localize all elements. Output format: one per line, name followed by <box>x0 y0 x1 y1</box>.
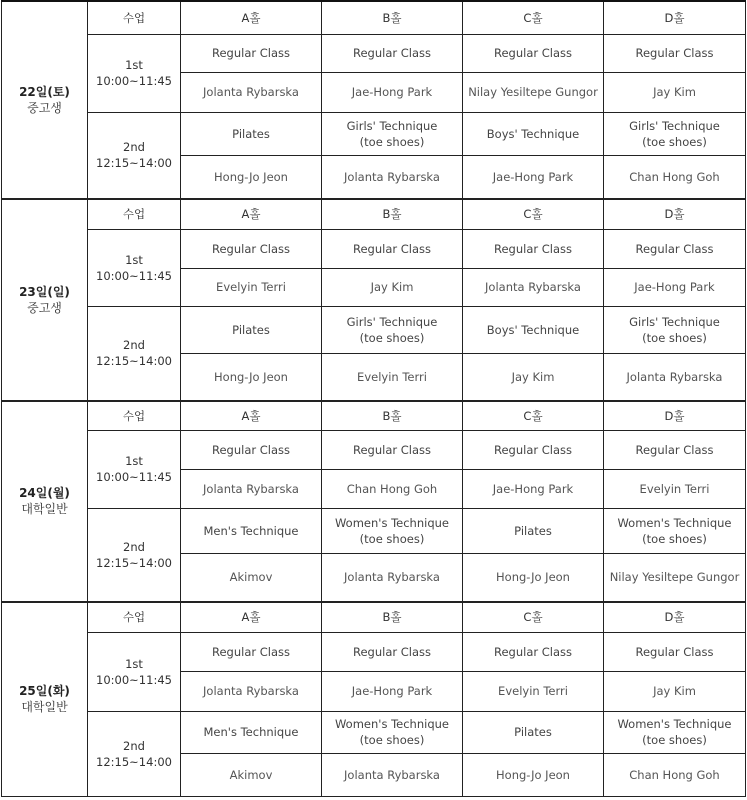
session2-class-row <box>2 508 746 553</box>
day-block-0 <box>0 0 747 199</box>
class-title: Regular Class <box>463 430 604 469</box>
header-row <box>2 199 746 229</box>
class-title: Regular Class <box>604 229 746 268</box>
instructor-name: Jolanta Rybarska <box>322 155 463 198</box>
class-column-header: 수업 <box>88 1 181 34</box>
session-time: 10:00~11:45 <box>96 470 172 484</box>
class-title: Regular Class <box>181 430 322 469</box>
session2-class-row <box>2 711 746 753</box>
class-title: Regular Class <box>181 632 322 671</box>
group-label: 대학일반 <box>21 502 68 516</box>
day-table <box>1 0 746 199</box>
hall-header: C홀 <box>463 199 604 229</box>
class-title: Regular Class <box>463 229 604 268</box>
class-title: Women's Technique (toe shoes) <box>604 508 746 553</box>
session1-class-row <box>2 34 746 72</box>
header-row <box>2 401 746 430</box>
instructor-name: Jae-Hong Park <box>463 155 604 198</box>
day-cell <box>2 199 88 400</box>
class-title: Regular Class <box>604 632 746 671</box>
class-title: Men's Technique <box>181 508 322 553</box>
hall-header: B홀 <box>322 1 463 34</box>
instructor-name: Jolanta Rybarska <box>181 72 322 112</box>
day-block-1 <box>0 199 747 401</box>
instructor-name: Jolanta Rybarska <box>322 753 463 796</box>
instructor-name: Chan Hong Goh <box>322 469 463 508</box>
session-cell <box>88 632 181 711</box>
session-label: 2nd <box>123 738 145 753</box>
hall-header: D홀 <box>604 1 746 34</box>
class-title: Regular Class <box>463 632 604 671</box>
hall-header: C홀 <box>463 602 604 632</box>
class-title: Pilates <box>463 711 604 753</box>
instructor-name: Jae-Hong Park <box>322 671 463 711</box>
hall-header: D홀 <box>604 602 746 632</box>
day-block-2 <box>0 401 747 602</box>
class-title: Girls' Technique (toe shoes) <box>604 306 746 353</box>
session-cell <box>88 430 181 508</box>
instructor-name: Evelyin Terri <box>604 469 746 508</box>
hall-header: D홀 <box>604 199 746 229</box>
instructor-name: Jay Kim <box>463 353 604 400</box>
class-title: Pilates <box>181 306 322 353</box>
instructor-name: Evelyin Terri <box>322 353 463 400</box>
day-label: 24일(월) <box>19 486 70 500</box>
class-title: Boys' Technique <box>463 306 604 353</box>
session-time: 10:00~11:45 <box>96 268 172 283</box>
session-label: 2nd <box>123 140 145 154</box>
class-title: Women's Technique (toe shoes) <box>322 711 463 753</box>
class-title: Girls' Technique (toe shoes) <box>604 112 746 155</box>
group-label: 중고생 <box>27 300 62 315</box>
session-time: 12:15~14:00 <box>96 754 172 769</box>
day-table <box>1 602 746 797</box>
day-cell <box>2 401 88 601</box>
session-label: 2nd <box>123 539 145 554</box>
instructor-name: Jay Kim <box>322 268 463 306</box>
hall-header: B홀 <box>322 401 463 430</box>
instructor-name: Jae-Hong Park <box>322 72 463 112</box>
hall-header: A홀 <box>181 602 322 632</box>
instructor-name: Jolanta Rybarska <box>604 353 746 400</box>
class-title: Pilates <box>181 112 322 155</box>
day-label: 25일(화) <box>19 684 70 698</box>
hall-header: B홀 <box>322 602 463 632</box>
instructor-name: Evelyin Terri <box>463 671 604 711</box>
hall-header: A홀 <box>181 401 322 430</box>
instructor-name: Jay Kim <box>604 671 746 711</box>
session-time: 10:00~11:45 <box>96 672 172 687</box>
session-cell <box>88 306 181 400</box>
session2-class-row <box>2 306 746 353</box>
instructor-name: Hong-Jo Jeon <box>463 553 604 601</box>
instructor-name: Evelyin Terri <box>181 268 322 306</box>
class-title: Boys' Technique <box>463 112 604 155</box>
session1-class-row <box>2 430 746 469</box>
instructor-name: Hong-Jo Jeon <box>181 353 322 400</box>
instructor-name: Jae-Hong Park <box>463 469 604 508</box>
session-label: 1st <box>125 656 143 671</box>
instructor-name: Jolanta Rybarska <box>463 268 604 306</box>
class-title: Regular Class <box>604 34 746 72</box>
instructor-name: Jolanta Rybarska <box>181 671 322 711</box>
day-table <box>1 199 746 401</box>
day-label: 22일(토) <box>19 84 70 99</box>
session-time: 12:15~14:00 <box>96 555 172 570</box>
instructor-name: Nilay Yesiltepe Gungor <box>604 553 746 601</box>
instructor-name: Akimov <box>181 753 322 796</box>
session-cell <box>88 508 181 601</box>
class-title: Regular Class <box>322 632 463 671</box>
class-title: Women's Technique (toe shoes) <box>604 711 746 753</box>
header-row <box>2 1 746 34</box>
instructor-name: Nilay Yesiltepe Gungor <box>463 72 604 112</box>
instructor-name: Hong-Jo Jeon <box>463 753 604 796</box>
session-time: 12:15~14:00 <box>96 156 172 170</box>
day-block-3 <box>0 602 747 797</box>
class-column-header: 수업 <box>88 401 181 430</box>
session-time: 12:15~14:00 <box>96 354 172 368</box>
instructor-name: Chan Hong Goh <box>604 753 746 796</box>
session1-class-row <box>2 632 746 671</box>
class-title: Regular Class <box>181 229 322 268</box>
session1-class-row <box>2 229 746 268</box>
instructor-name: Akimov <box>181 553 322 601</box>
session-cell <box>88 112 181 198</box>
session2-class-row <box>2 112 746 155</box>
instructor-name: Jay Kim <box>604 72 746 112</box>
group-label: 대학일반 <box>21 700 68 714</box>
instructor-name: Hong-Jo Jeon <box>181 155 322 198</box>
header-row <box>2 602 746 632</box>
session-cell <box>88 34 181 112</box>
hall-header: D홀 <box>604 401 746 430</box>
instructor-name: Jolanta Rybarska <box>181 469 322 508</box>
class-title: Regular Class <box>322 430 463 469</box>
class-title: Regular Class <box>604 430 746 469</box>
day-table <box>1 401 746 602</box>
day-cell <box>2 602 88 796</box>
class-title: Regular Class <box>322 229 463 268</box>
class-title: Girls' Technique (toe shoes) <box>322 306 463 353</box>
hall-header: A홀 <box>181 1 322 34</box>
class-title: Men's Technique <box>181 711 322 753</box>
class-title: Regular Class <box>181 34 322 72</box>
session-cell <box>88 229 181 306</box>
hall-header: A홀 <box>181 199 322 229</box>
session-label: 1st <box>125 454 143 468</box>
day-label: 23일(일) <box>19 284 70 299</box>
instructor-name: Jae-Hong Park <box>604 268 746 306</box>
session-label: 1st <box>125 58 143 72</box>
class-title: Women's Technique (toe shoes) <box>322 508 463 553</box>
class-title: Pilates <box>463 508 604 553</box>
session-label: 2nd <box>123 338 145 352</box>
class-title: Regular Class <box>322 34 463 72</box>
group-label: 중고생 <box>27 100 62 115</box>
class-title: Girls' Technique (toe shoes) <box>322 112 463 155</box>
hall-header: C홀 <box>463 401 604 430</box>
hall-header: C홀 <box>463 1 604 34</box>
instructor-name: Chan Hong Goh <box>604 155 746 198</box>
class-column-header: 수업 <box>88 199 181 229</box>
class-column-header: 수업 <box>88 602 181 632</box>
session-time: 10:00~11:45 <box>96 74 172 88</box>
session-label: 1st <box>125 252 143 267</box>
hall-header: B홀 <box>322 199 463 229</box>
session-cell <box>88 711 181 796</box>
instructor-name: Jolanta Rybarska <box>322 553 463 601</box>
class-title: Regular Class <box>463 34 604 72</box>
day-cell <box>2 1 88 198</box>
